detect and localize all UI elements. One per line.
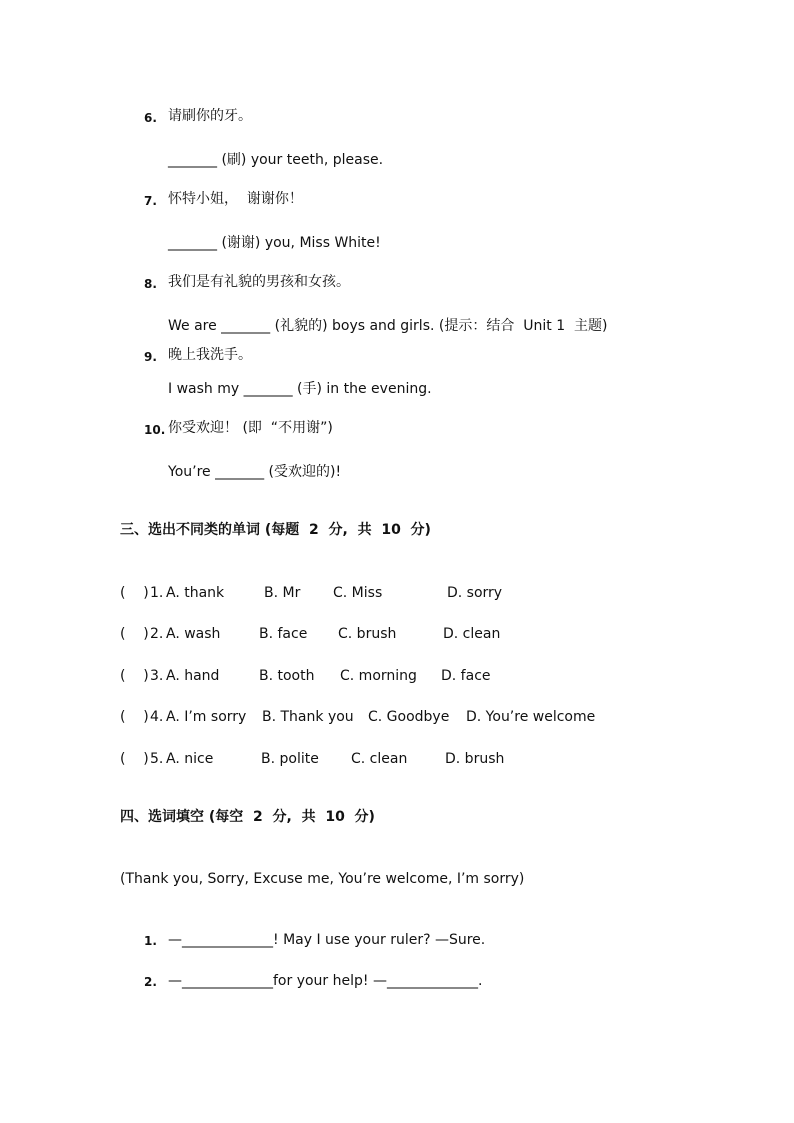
item-chinese-prompt: 我们是有礼貌的男孩和女孩。: [168, 274, 350, 290]
question-number: 4.: [150, 709, 164, 725]
dialogue-line: —_____________! May I use your ruler? —Sure.: [168, 932, 486, 948]
item-english-sentence: I wash my _______ (手) in the evening.: [168, 381, 432, 397]
answer-paren: ( ): [120, 626, 149, 642]
option-c: C. Miss: [333, 585, 383, 601]
item-chinese-prompt: 怀特小姐， 谢谢你！: [168, 191, 303, 207]
option-a: A. nice: [166, 751, 214, 767]
option-c: C. clean: [351, 751, 408, 767]
option-b: B. tooth: [259, 668, 315, 684]
answer-paren: ( ): [120, 585, 149, 601]
word-bank: (Thank you, Sorry, Excuse me, You’re welcome, I’m sorry): [120, 871, 525, 887]
item-english-sentence: _______ (刷) your teeth, please.: [168, 152, 384, 168]
option-b: B. Thank you: [262, 709, 354, 725]
answer-paren: ( ): [120, 709, 149, 725]
answer-paren: ( ): [120, 751, 149, 767]
question-number: 5.: [150, 751, 164, 767]
section-title: 三、选出不同类的单词 (每题 2 分, 共 10 分): [120, 522, 431, 538]
item-english-sentence: _______ (谢谢) you, Miss White!: [168, 235, 381, 251]
section-title: 四、选词填空 (每空 2 分, 共 10 分): [120, 809, 375, 825]
item-number: 8.: [144, 277, 157, 291]
item-number: 7.: [144, 194, 157, 208]
question-number: 2.: [150, 626, 164, 642]
item-number: 10.: [144, 423, 166, 437]
answer-paren: ( ): [120, 668, 149, 684]
option-d: D. clean: [443, 626, 501, 642]
item-chinese-prompt: 你受欢迎！ (即 “不用谢”): [168, 420, 333, 436]
option-b: B. Mr: [264, 585, 301, 601]
option-a: A. wash: [166, 626, 221, 642]
question-number: 3.: [150, 668, 164, 684]
option-a: A. I’m sorry: [166, 709, 247, 725]
option-a: A. thank: [166, 585, 225, 601]
question-number: 1.: [150, 585, 164, 601]
option-b: B. face: [259, 626, 308, 642]
option-d: D. face: [441, 668, 491, 684]
item-number: 1.: [144, 934, 157, 948]
item-number: 9.: [144, 350, 157, 364]
option-d: D. brush: [445, 751, 505, 767]
option-b: B. polite: [261, 751, 319, 767]
item-chinese-prompt: 晚上我洗手。: [168, 347, 252, 363]
item-chinese-prompt: 请刷你的牙。: [168, 108, 252, 124]
item-number: 2.: [144, 975, 157, 989]
option-c: C. morning: [340, 668, 417, 684]
option-c: C. Goodbye: [368, 709, 450, 725]
option-c: C. brush: [338, 626, 397, 642]
dialogue-line: —_____________for your help! —_____________.: [168, 973, 483, 989]
item-english-sentence: You’re _______ (受欢迎的)!: [168, 464, 342, 480]
option-a: A. hand: [166, 668, 220, 684]
item-english-sentence: We are _______ (礼貌的) boys and girls. (提示：结合 Unit 1 主题): [168, 318, 608, 334]
option-d: D. You’re welcome: [466, 709, 596, 725]
item-number: 6.: [144, 111, 157, 125]
option-d: D. sorry: [447, 585, 503, 601]
